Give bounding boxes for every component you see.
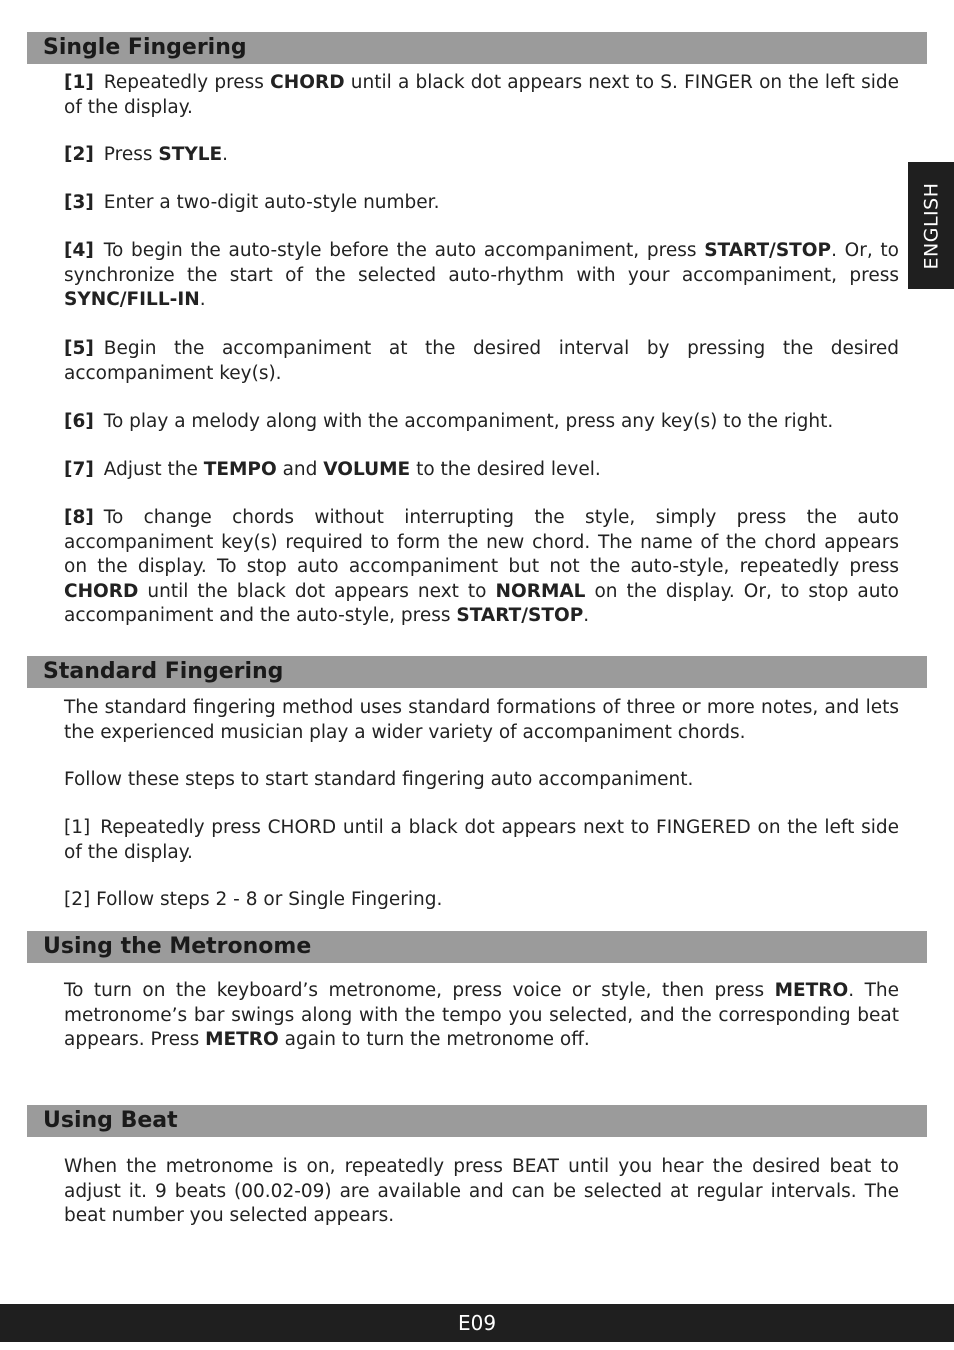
step-1 (64, 71, 899, 120)
key-volume: VOLUME (323, 459, 411, 480)
step-number: [1] (64, 817, 91, 838)
key-metro: METRO (774, 980, 849, 1001)
page-footer (0, 1304, 954, 1342)
step-text: . (199, 289, 206, 311)
step-number: [8] (64, 507, 94, 528)
step-text: on the display. Or, to stop auto accompaniment and the auto-style, press (64, 580, 899, 627)
step-text: Repeatedly press (103, 72, 271, 93)
step-4 (64, 239, 899, 313)
step-text: . (222, 144, 229, 165)
section-title: Using Beat (43, 1108, 178, 1133)
section-header-beat (27, 1105, 927, 1137)
step-text: To begin the auto-style before the auto accompaniment, press (103, 240, 705, 261)
metronome-paragraph (64, 979, 899, 1053)
step-number: [6] (64, 411, 94, 432)
paragraph: Follow these steps to start standard fingering auto accompaniment. (64, 769, 694, 790)
paragraph: [2] Follow steps 2 - 8 or Single Fingering. (64, 889, 443, 910)
page-number: E09 (457, 1311, 497, 1335)
step-text: to the desired level. (410, 459, 601, 480)
language-tab (908, 162, 954, 289)
language-label: ENGLISH (920, 182, 943, 269)
key-chord: CHORD (270, 72, 345, 93)
step-text: Adjust the (103, 459, 204, 480)
paragraph-text: To turn on the keyboard’s metronome, press voice or style, then press (64, 980, 775, 1001)
step-6 (64, 410, 899, 435)
section-title: Using the Metronome (43, 934, 312, 959)
key-style: STYLE (158, 144, 223, 165)
step-text: . Or, to synchronize the start of the selected auto-rhythm with your accompaniment, press (64, 240, 899, 286)
key-start-stop: START/STOP (456, 605, 584, 627)
key-metro: METRO (205, 1029, 279, 1051)
paragraph-text: . The metronome’s bar swings along with the tempo you selected, and the corresponding beat appears. Press (64, 980, 899, 1051)
key-chord: CHORD (64, 580, 139, 602)
step-8 (64, 506, 899, 629)
key-normal: NORMAL (495, 580, 586, 602)
section-header-single-fingering (27, 32, 927, 64)
step-number: [4] (64, 240, 94, 261)
paragraph-text: again to turn the metronome off. (278, 1029, 590, 1051)
step-2 (64, 143, 899, 168)
step-text: . (583, 605, 590, 627)
paragraph: When the metronome is on, repeatedly press BEAT until you hear the desired beat to adjust it. 9 beats (00.02-09) are available and can be selected at regular intervals. The beat number you selected appears. (64, 1156, 899, 1227)
section-title: Single Fingering (43, 35, 247, 60)
step-text: and (276, 459, 324, 480)
section-title: Standard Fingering (43, 659, 284, 684)
step-text: Enter a two-digit auto-style number. (103, 192, 440, 213)
step-text: Press (103, 144, 159, 165)
step-number: [5] (64, 338, 94, 359)
step-number: [2] (64, 144, 94, 165)
key-sync-fill-in: SYNC/FILL-IN (64, 289, 200, 311)
step-number: [7] (64, 459, 94, 480)
section-header-metronome (27, 931, 927, 963)
step-1 (64, 816, 899, 865)
step-3 (64, 191, 899, 216)
step-text: To play a melody along with the accompaniment, press any key(s) to the right. (103, 411, 834, 432)
key-start-stop: START/STOP (704, 240, 832, 261)
step-text: To change chords without interrupting the style, simply press the auto accompaniment key(s) required to form the new chord. The name of the chord appears on the display. To stop auto accompaniment but not the auto-style, repeatedly press (64, 507, 899, 578)
step-number: [3] (64, 192, 94, 213)
section-header-standard-fingering (27, 656, 927, 688)
paragraph: The standard fingering method uses standard formations of three or more notes, and lets the experienced musician play a wider variety of accompaniment chords. (64, 697, 899, 743)
step-text: Begin the accompaniment at the desired interval by pressing the desired accompaniment key(s). (64, 338, 899, 384)
step-text: Repeatedly press CHORD until a black dot appears next to FINGERED on the left side of the display. (64, 817, 899, 863)
step-7 (64, 458, 899, 483)
step-5 (64, 337, 899, 386)
step-text: until a black dot appears next to S. FINGER on the left side of the display. (64, 72, 899, 118)
step-text: until the black dot appears next to (138, 580, 496, 602)
step-number: [1] (64, 72, 94, 93)
key-tempo: TEMPO (203, 459, 277, 480)
